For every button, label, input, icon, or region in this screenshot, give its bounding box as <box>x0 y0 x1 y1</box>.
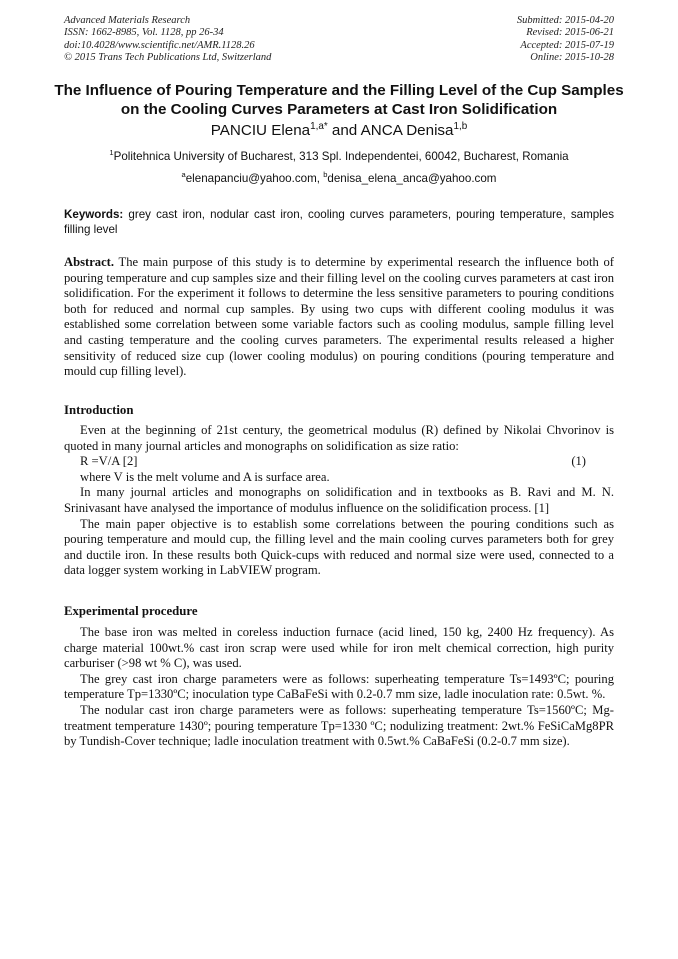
author-2: ANCA Denisa <box>360 122 454 139</box>
journal-header-left <box>64 15 271 64</box>
exp-paragraph-1: The base iron was melted in coreless induction furnace (acid lined, 150 kg, 2400 Hz frequency). As charge material 100wt.% cast iron scrap were used while for iron melt chemical correction, high purity carburiser (>98 wt % C), was used. <box>64 625 614 671</box>
email-a-sup: a <box>181 170 186 180</box>
email-b[interactable]: denisa_elena_anca@yahoo.com <box>327 172 497 185</box>
accepted-date: Accepted: 2015-07-19 <box>520 39 614 51</box>
author-emails <box>0 171 678 186</box>
affiliation-text: Politehnica University of Bucharest, 313 Spl. Independentei, 60042, Bucharest, Romania <box>113 150 569 163</box>
intro-paragraph-4: The main paper objective is to establish some correlations between the pouring conditions such as pouring temperature and mould cup, the filling level and the main cooling curves parameters both for grey and ductile iron. In these results both Quick-cups with reduced and normal size were used, connected to a data logger system working in LabVIEW program. <box>64 516 614 578</box>
affiliation <box>0 149 678 164</box>
abstract-text: The main purpose of this study is to determine by experimental research the influence both of pouring temperature and cup samples size and their filling level on the cooling curves parameters at cast iron solidification. For the experiment it follows to determine the less sensitive parameters to pouring conditions both for reduced and normal cup samples. By using two cups with different cooling modulus it was established some correlation between some variable factors such as cooling modulus, sample filling level and casting temperature and the cooling curves parameters. The experimental results released a higher sensitivity of reduced size cup (lower cooling modulus) on pouring conditions (pouring temperature and mould cup filling level). <box>64 255 614 379</box>
affiliation-sup: 1 <box>109 148 114 158</box>
journal-name: Advanced Materials Research <box>64 15 191 26</box>
keywords-text: grey cast iron, nodular cast iron, cooling curves parameters, pouring temperature, samples filling level <box>64 208 614 237</box>
author-2-affil-sup: 1,b <box>453 120 468 132</box>
section-heading-introduction: Introduction <box>64 403 134 417</box>
intro-paragraph-2: where V is the melt volume and A is surface area. <box>80 469 330 484</box>
experimental-section <box>64 625 614 750</box>
equation-number: (1) <box>571 454 586 469</box>
issn-line: ISSN: 1662-8985, Vol. 1128, pp 26-34 <box>64 27 224 39</box>
intro-paragraph-1: Even at the beginning of 21st century, the geometrical modulus (R) defined by Nikolai Chvorinov is quoted in many journal articles and monographs on solidification as size ratio: <box>64 423 614 453</box>
section-heading-experimental: Experimental procedure <box>64 604 198 618</box>
equation-1 <box>64 454 614 470</box>
equation-text: R =V/A [2] <box>80 454 138 469</box>
keywords-label: Keywords: <box>64 208 124 221</box>
abstract <box>64 255 614 380</box>
author-1: PANCIU Elena <box>210 122 311 139</box>
author-line <box>0 121 678 141</box>
online-date: Online: 2015-10-28 <box>530 51 614 63</box>
keywords <box>64 207 614 238</box>
submitted-date: Submitted: 2015-04-20 <box>516 15 614 26</box>
copyright-line: © 2015 Trans Tech Publications Ltd, Switzerland <box>64 51 272 63</box>
revised-date: Revised: 2015-06-21 <box>526 27 614 39</box>
email-a[interactable]: elenapanciu@yahoo.com, <box>185 172 324 185</box>
author-conjunction: and <box>327 122 361 139</box>
doi-link[interactable]: doi:10.4028/www.scientific.net/AMR.1128.26 <box>64 39 255 51</box>
abstract-label: Abstract. <box>64 255 115 269</box>
exp-paragraph-2: The grey cast iron charge parameters were as follows: superheating temperature Ts=1493ºC; pouring temperature Tp=1330ºC; inoculation type CaBaFeSi with 0.2-0.7 mm size, ladle inoculation rate: 0.5wt. %. <box>64 671 614 702</box>
author-1-affil-sup: 1,a* <box>310 120 328 132</box>
introduction-section <box>64 423 614 579</box>
exp-paragraph-3: The nodular cast iron charge parameters were as follows: superheating temperature Ts=1560ºC; Mg-treatment temperature 1430º; pouring temperature Tp=1330 ºC; nodulizing treatment: 2wt.% FeSiCaMg8PR by Tundish-Cover technique; ladle inoculation treatment with 0.5wt.% CaBaFeSi (0.2-0.7 mm size). <box>64 702 614 749</box>
email-b-sup: b <box>323 170 328 180</box>
intro-paragraph-3: In many journal articles and monographs on solidification and in textbooks as B. Ravi and M. N. Srinivasant have analysed the importance of modulus influence on the solidification process. [1] <box>64 485 614 515</box>
paper-title: The Influence of Pouring Temperature and the Filling Level of the Cup Samples on the Cooling Curves Parameters at Cast Iron Solidification <box>54 82 624 118</box>
journal-header-right <box>517 15 614 64</box>
